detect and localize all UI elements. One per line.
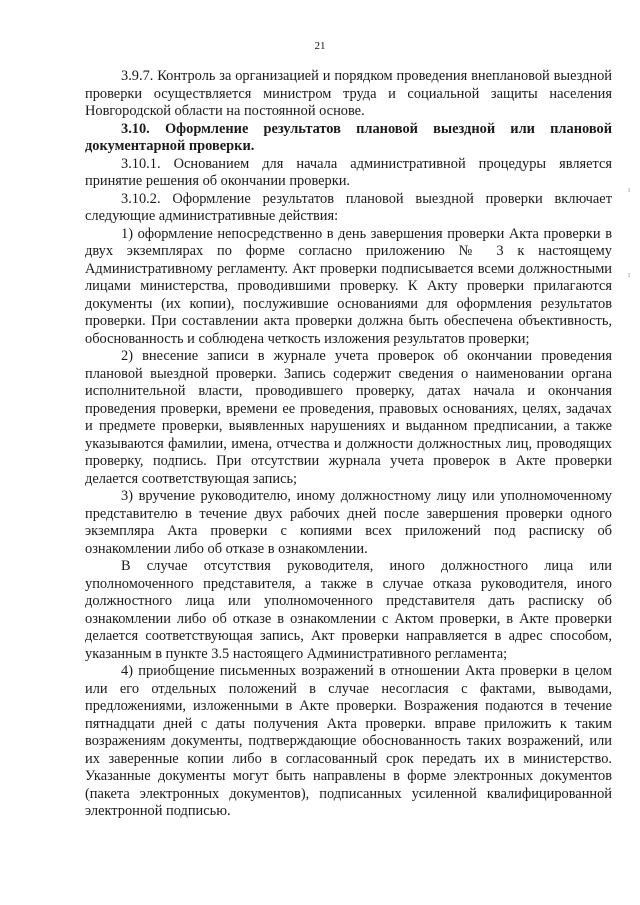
paragraph-action-1: 1) оформление непосредственно в день завершения проверки Акта проверки в двух экземплярах по форме согласно приложению № 3 к настоящему Административному регламенту. Акт проверки подписывается всеми должностными лицами министерства, проводившими проверку. К Акту проверки прилагаются документы (их копии), послужившие основаниями для оформления результатов проверки. При составлении акта проверки должна быть обеспечена объективность, обоснованность и соблюдена четкость изложения результатов проверки;: [85, 225, 612, 347]
paragraph-action-4: 4) приобщение письменных возражений в отношении Акта проверки в целом или его отдельных положений в случае несогласия с фактами, выводами, предложениями, изложенными в Акте проверки. Возражения подаются в течение пятнадцати дней с даты получения Акта проверки. вправе приложить к таким возражениям документы, подтверждающие обоснованность таких возражений, или их заверенные копии либо в согласованный срок передать их в министерство. Указанные документы могут быть направлены в форме электронных документов (пакета электронных документов), подписанных усиленной квалифицированной электронной подписью.: [85, 663, 612, 819]
paragraph-3-10-1: 3.10.1. Основанием для начала административной процедуры является принятие решения об окончании проверки.: [85, 155, 612, 189]
paragraph-3-10-2: 3.10.2. Оформление результатов плановой выездной проверки включает следующие административные действия:: [85, 190, 612, 224]
scan-mark: ı: [628, 185, 631, 194]
page-number: 21: [314, 40, 326, 52]
paragraph-3-9-7: 3.9.7. Контроль за организацией и порядком проведения внеплановой выездной проверки осуществляется министром труда и социальной защиты населения Новгородской области на постоянной основе.: [85, 68, 612, 119]
paragraph-action-3: 3) вручение руководителю, иному должностному лицу или уполномоченному представителю в течение двух рабочих дней после завершения проверки одного экземпляра Акта проверки с копиями всех приложений под расписку об ознакомлении либо об отказе в ознакомлении.: [85, 488, 612, 557]
paragraph-absence: В случае отсутствия руководителя, иного должностного лица или уполномоченного представителя, а также в случае отказа руководителя, иного должностного лица или уполномоченного представителя дать расписку об ознакомлении либо об отказе в ознакомлении с Актом проверки, в Акте проверки делается соответствующая запись, Акт проверки направляется в адрес способом, указанным в пункте 3.5 настоящего Административного регламента;: [85, 558, 612, 662]
paragraph-action-2: 2) внесение записи в журнале учета проверок об окончании проведения плановой выездной проверки. Запись содержит сведения о наименовании органа исполнительной власти, проводившего проверку, датах начала и окончания проведения проверки, времени ее проведения, правовых основаниях, целях, задачах и предмете проверки, выявленных нарушениях и выданном предписании, а также указываются фамилии, имена, отчества и должности должностных лиц, проводящих проверку, подпись. При отсутствии журнала учета проверок в Акте проверки делается соответствующая запись;: [85, 348, 612, 487]
section-heading-3-10: 3.10. Оформление результатов плановой выездной или плановой документарной проверки.: [85, 120, 612, 154]
scan-mark: ı: [628, 270, 631, 279]
document-body: [85, 68, 612, 821]
